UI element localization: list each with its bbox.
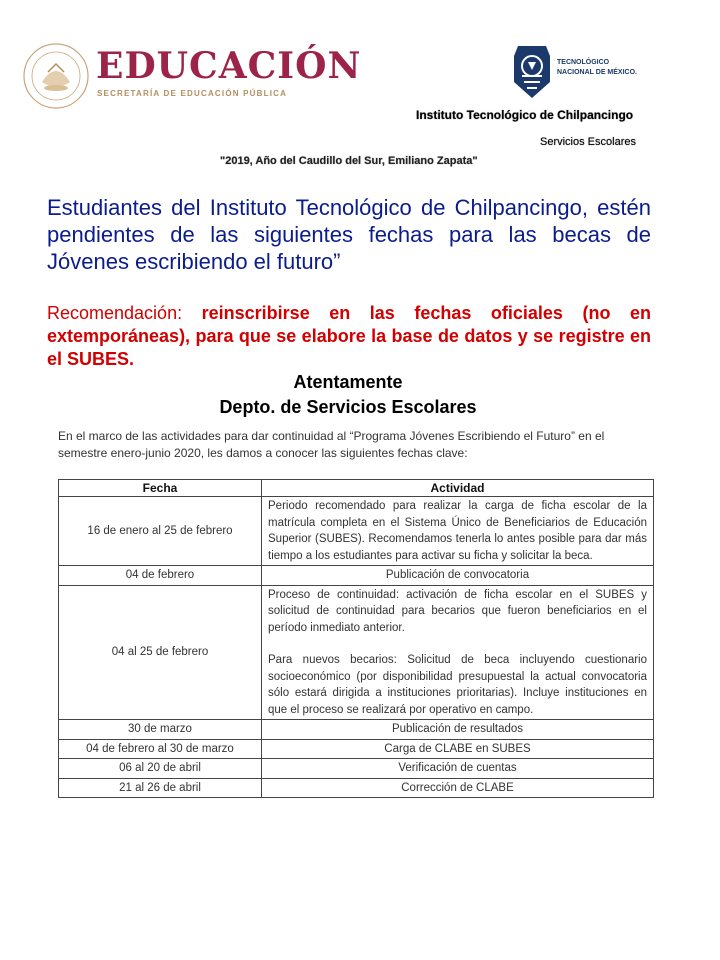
row-actividad: Periodo recomendado para realizar la carga de ficha escolar de la matrícula completa en el Sistema Único de Beneficiarios de Educación Superior (SUBES). Recomendamos tenerla lo antes posible para dar más tiempo a los estudiantes para activar su ficha y solicitar la beca. <box>262 497 654 566</box>
row-fecha: 04 al 25 de febrero <box>59 585 262 720</box>
year-motto: "2019, Año del Caudillo del Sur, Emiliano Zapata" <box>220 155 478 167</box>
recommendation-label: Recomendación: <box>47 303 183 323</box>
education-subtitle: SECRETARÍA DE EDUCACIÓN PÚBLICA <box>97 89 288 98</box>
schedule-table <box>58 479 654 798</box>
table-row <box>59 566 654 586</box>
intro-paragraph: En el marco de las actividades para dar continuidad al “Programa Jóvenes Escribiendo el Futuro” en el semestre enero-junio 2020, les damos a conocer las siguientes fechas clave: <box>58 429 605 460</box>
closing-salutation: Atentamente <box>293 372 403 392</box>
header-fecha: Fecha <box>59 480 262 497</box>
row-actividad: Verificación de cuentas <box>262 759 654 779</box>
recommendation-text: reinscribirse en las fechas oficiales (no en extemporáneas), para que se elabore la base de datos y se registre en el SUBES. <box>47 303 651 369</box>
table-row <box>59 739 654 759</box>
header-actividad: Actividad <box>262 480 654 497</box>
mexican-seal-logo <box>22 42 90 110</box>
row-actividad: Publicación de convocatoria <box>262 566 654 586</box>
headline: Estudiantes del Instituto Tecnológico de Chilpancingo, estén pendientes de las siguientes fechas para las becas de Jóvenes escribiendo el futuro” <box>47 195 651 274</box>
row-fecha: 21 al 26 de abril <box>59 778 262 798</box>
tecnm-line1: TECNOLÓGICO <box>557 59 610 66</box>
department-name: Servicios Escolares <box>540 136 636 148</box>
activity-paragraph: Proceso de continuidad: activación de ficha escolar en el SUBES y solicitud de continuidad para becarios que fueron beneficiarios en el período inmediato anterior. <box>268 588 647 634</box>
row-actividad <box>262 585 654 720</box>
row-actividad: Carga de CLABE en SUBES <box>262 739 654 759</box>
tecnm-logo <box>512 42 552 100</box>
recommendation <box>47 302 651 371</box>
row-fecha: 16 de enero al 25 de febrero <box>59 497 262 566</box>
closing-department: Depto. de Servicios Escolares <box>219 397 477 417</box>
table-row <box>59 759 654 779</box>
row-fecha: 30 de marzo <box>59 720 262 740</box>
activity-paragraph: Para nuevos becarios: Solicitud de beca incluyendo cuestionario socioeconómico (por disponibilidad presupuestal la actual convocatoria sólo estará dirigida a instituciones prioritarias). Incluye instituciones en que el proceso se realizará por operativo en campo. <box>268 654 647 716</box>
tecnm-wordmark <box>557 58 637 78</box>
table-row <box>59 720 654 740</box>
paragraph-gap <box>268 636 647 652</box>
institute-name: Instituto Tecnológico de Chilpancingo <box>416 108 634 122</box>
education-title: EDUCACIÓN <box>96 45 362 87</box>
table-header-row <box>59 480 654 497</box>
tecnm-line2: NACIONAL DE MÉXICO. <box>557 69 637 76</box>
row-fecha: 04 de febrero al 30 de marzo <box>59 739 262 759</box>
row-actividad: Corrección de CLABE <box>262 778 654 798</box>
row-fecha: 04 de febrero <box>59 566 262 586</box>
row-actividad: Publicación de resultados <box>262 720 654 740</box>
table-row <box>59 497 654 566</box>
row-fecha: 06 al 20 de abril <box>59 759 262 779</box>
table-row <box>59 778 654 798</box>
table-row <box>59 585 654 720</box>
